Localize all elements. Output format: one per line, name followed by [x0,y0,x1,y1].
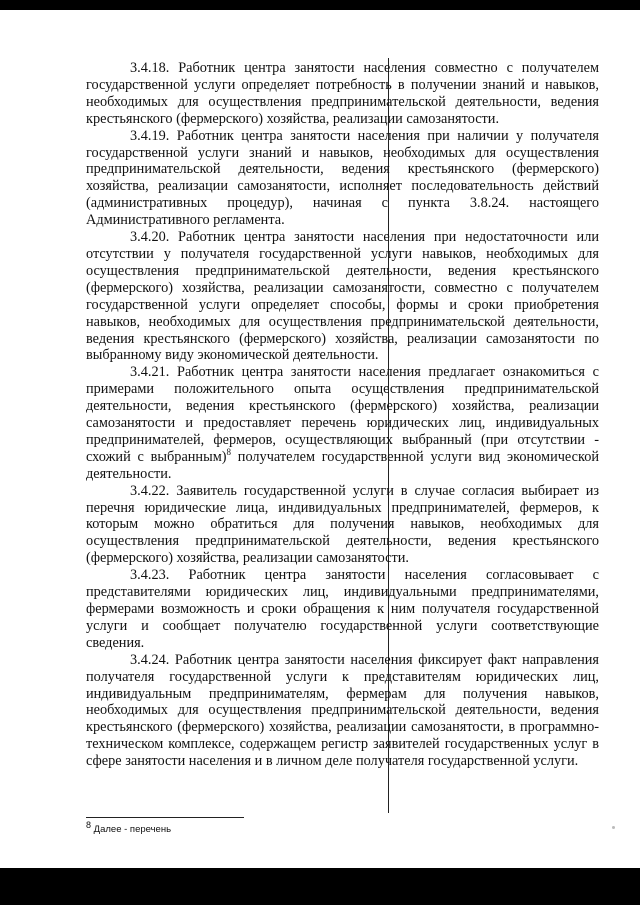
paragraph-3-4-22: 3.4.22. Заявитель государственной услуги в случае согласия выбирает из перечня юридические лица, индивидуальных предпринимателей, фермеров, к которым можно обратиться для получения навыков, необходимых для осуществления предпринимательской деятельности, ведения крестьянского (фермерского) хозяйства, реализации самозанятости. [86,482,599,567]
document-body [86,60,599,770]
footnote-separator [86,817,244,818]
scan-speck [612,826,615,829]
scan-top-border [0,0,640,10]
paragraph-3-4-24: 3.4.24. Работник центра занятости населения фиксирует факт направления получателя государственной услуги к представителям юридических лиц, индивидуальным предпринимателям, фермерам для получения навыков, необходимых для осуществления предпринимательской деятельности, ведения крестьянского (фермерского) хозяйства, реализации самозанятости, в программно-техническом комплексе, содержащем регистр заявителей государственных услуг в сфере занятости населения и в личном деле получателя государственной услуги. [86,651,599,770]
footnote-reference: 8 [226,447,232,458]
paragraph-3-4-18: 3.4.18. Работник центра занятости населения совместно с получателем государственной услуги определяет потребность в получении знаний и навыков, необходимых для осуществления предпринимательской деятельности, ведения крестьянского (фермерского) хозяйства, реализации самозанятости. [86,60,599,127]
paragraph-3-4-19: 3.4.19. Работник центра занятости населения при наличии у получателя государственной услуги знаний и навыков, необходимых для осуществления предпринимательской деятельности, ведения крестьянского (фермерского) хозяйства, реализации самозанятости, исполняет последовательность действий (административных процедур), начиная с пункта 3.8.24. настоящего Административного регламента. [86,127,599,229]
paragraph-3-4-20: 3.4.20. Работник центра занятости населения при недостаточности или отсутствии у получателя государственной услуги навыков, необходимых для осуществления предпринимательской деятельности, ведения крестьянского (фермерского) хозяйства, реализации самозанятости, совместно с получателем государственной услуги определяет способы, формы и сроки приобретения навыков, необходимых для осуществления предпринимательской деятельности, ведения крестьянского (фермерского) хозяйства, реализации самозанятости по выбранному виду экономической деятельности. [86,229,599,364]
paragraph-3-4-23: 3.4.23. Работник центра занятости населения согласовывает с представителями юридических лиц, индивидуальными предпринимателями, фермерами возможность и сроки обращения к ним получателя государственной услуги и сообщает получателю государственной услуги соответствующие сведения. [86,567,599,651]
paragraph-3-4-21-text-end: получателем государственной услуги вид экономической деятельности. [86,448,599,482]
footnote-text: Далее - перечень [91,824,172,835]
footnote [86,819,172,835]
paragraph-3-4-21 [86,364,599,482]
footnote-mark: 8 [86,819,92,830]
scan-bottom-border [0,868,640,905]
paragraph-3-4-21-text-start: 3.4.21. Работник центра занятости населения предлагает ознакомиться с примерами положительного опыта осуществления предпринимательской деятельности, ведения крестьянского (фермерского) хозяйства, реализации самозанятости и предоставляет перечень юридических лиц, индивидуальных предпринимателей, фермеров, осуществляющих выбранный (при отсутствии - схожий с выбранным) [86,364,599,465]
